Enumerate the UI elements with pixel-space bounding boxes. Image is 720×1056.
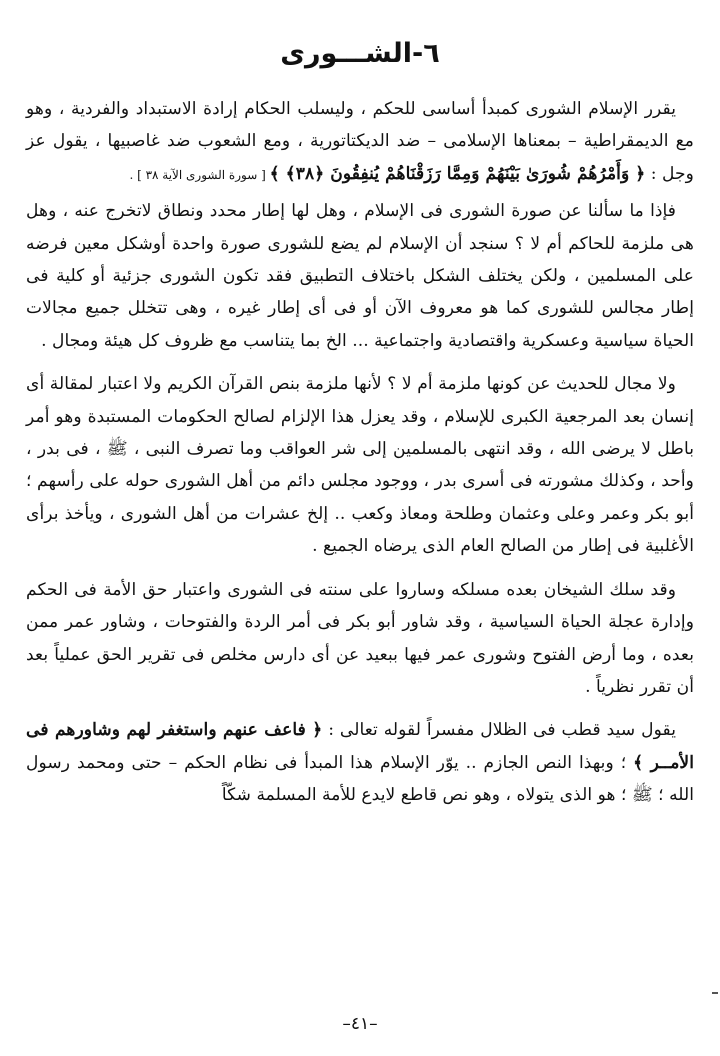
paragraph-4-text: وقد سلك الشيخان بعده مسلكه وساروا على سنته فى الشورى واعتبار حق الأمة فى الحكم وإدارة عجلة الحياة السياسية ، وقد شاور أبو بكر فى أمر الردة والفتوحات ، وشاور عمر ممن بعده ، وما أرض الفتوح وشورى عمر فيها ببعيد عن أى دارس مخلص فى تقرير الحق عملياً بعد أن تقرر نظرياً . [26,579,694,697]
paragraph-2-text: فإذا ما سألنا عن صورة الشورى فى الإسلام ، وهل لها إطار محدد ونطاق لاتخرج عنه ، وهل هى ملزمة للحاكم أم لا ؟ سنجد أن الإسلام لم يضع للشورى صورة واحدة أوشكل معين فرضه على المسلمين ، ولكن يختلف الشكل باختلاف التطبيق فقد تكون الشورى جزئية أو كلية فى إطار مجالس للشورى كما هو معروف الآن أو فى أى إطار غيره ، وهى تتخلل جميع مجالات الحياة سياسية وعسكرية واقتصادية واجتماعية ... الخ بما يتناسب مع ظروف كل هيئة ومجال . [26,201,694,351]
paragraph-5-continuation: ؛ وبهذا النص الجازم .. يوّر الإسلام هذا المبدأ فى نظام الحكم – حتى ومحمد رسول الله ؛ ﷺ ؛ هو الذى يتولاه ، وهو نص قاطع لايدع للأمة المسلمة شكّاً [26,752,694,806]
quran-verse-shawirhum: ﴿ فاعف عنهم واستغفر لهم وشاورهم فى الأمــر ﴾ [26,720,694,773]
paragraph-5 [26,714,694,811]
paragraph-1-text: يقرر الإسلام الشورى كمبدأ أساسى للحكم ، وليسلب الحكام إرادة الاستبداد والفردية ، وهو مع الديمقراطية – بمعناها الإسلامى – ضد الديكتاتورية ، ومع الشعوب ضد غاصبيها ، يقول عز وجل : [26,99,694,184]
paragraph-1 [26,93,694,191]
margin-mark [712,992,718,994]
paragraph-2 [26,195,694,357]
paragraph-5-text: يقول سيد قطب فى الظلال مفسراً لقوله تعالى : [322,720,676,741]
paragraph-4 [26,574,694,704]
body-text [26,93,694,823]
page-number: –٤١– [342,1014,378,1034]
verse-citation: [ سورة الشورى الآية ٣٨ ] . [129,167,270,182]
paragraph-3-text: ولا مجال للحديث عن كونها ملزمة أم لا ؟ لأنها ملزمة بنص القرآن الكريم ولا اعتبار لمقالة أى إنسان بعد المرجعية الكبرى للإسلام ، وقد يعزل هذا الإلزام لصالح الحكومات المستبدة وهو أمر باطل لا يرضى الله ، وقد انتهى بالمسلمين إلى شر العواقب وما تصرف النبى ، ﷺ ، فى بدر ، وأحد ، وكذلك مشورته فى أسرى بدر ، ووجود مجلس دائم من أهل الشورى حوله على رأسهم ؛ أبو بكر وعمر وعلى وعثمان وطلحة ومعاذ وكعب .. إلخ عشرات من أهل الشورى ، ويأخذ برأى الأغلبية فى إطار من الصالح العام الذى يرضاه الجميع . [26,374,694,557]
paragraph-3 [26,368,694,562]
page-title: ٦-الشـــورى [280,38,440,69]
quran-verse-shura: ﴿ وَأَمْرُهُمْ شُورَىٰ بَيْنَهُمْ وَمِمَّا رَزَقْنَاهُمْ يُنفِقُونَ ﴿٣٨﴾ ﴾ [269,163,646,184]
